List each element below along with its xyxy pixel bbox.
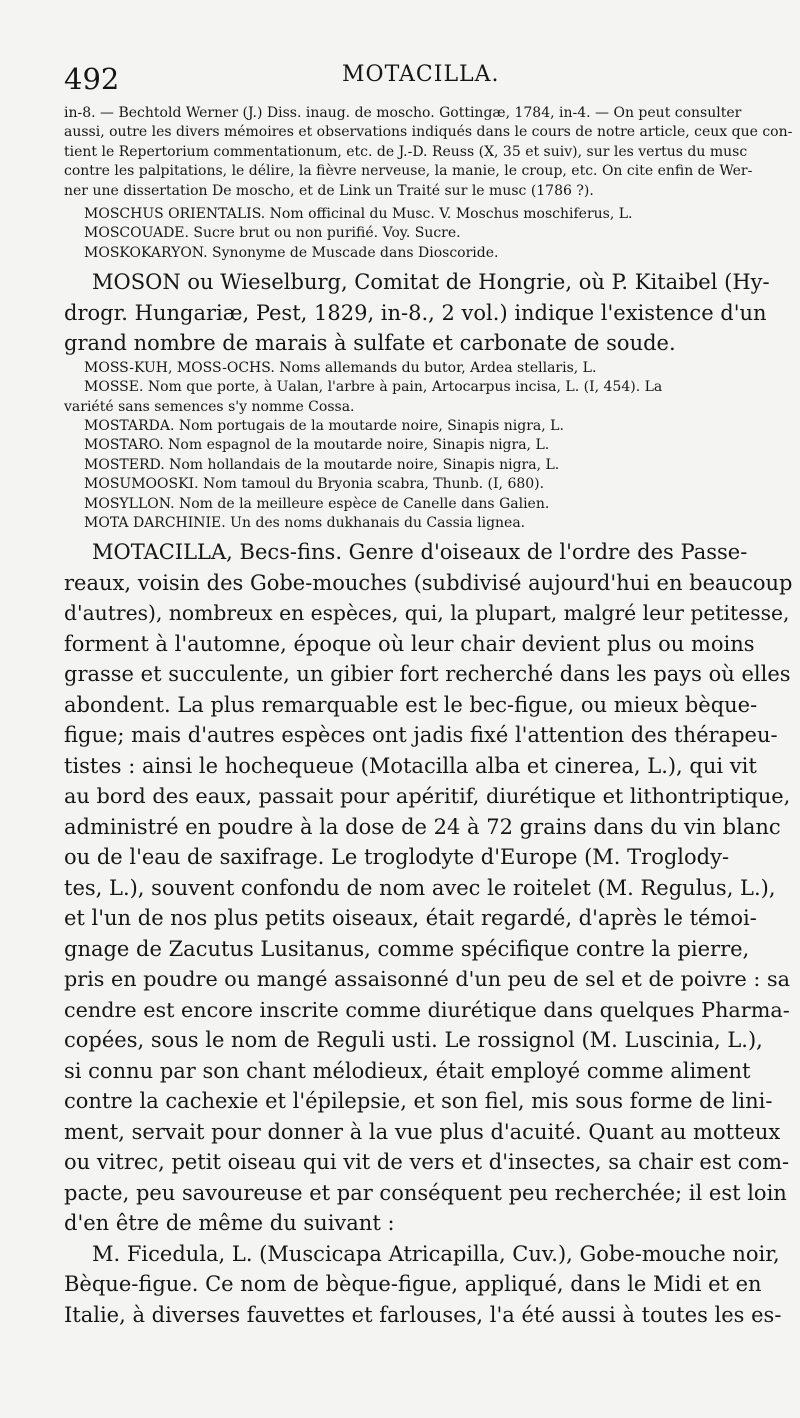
entry-moskokaryon: MOSKOKARYON. Synonyme de Muscade dans Dioscoride. <box>84 244 499 261</box>
motacilla-line: ment, servait pour donner à la vue plus d'acuité. Quant au motteux <box>64 1119 781 1144</box>
werner-line-3: tient le Repertorium commentationum, etc. de J.-D. Reuss (X, 35 et suiv), sur les vertus du musc <box>64 143 748 160</box>
werner-line-2: aussi, outre les divers mémoires et observations indiqués dans le cours de notre article, ceux que con- <box>64 124 793 141</box>
motacilla-line: tistes : ainsi le hochequeue (Motacilla alba et cinerea, L.), qui vit <box>64 753 757 778</box>
motacilla-line: au bord des eaux, passait pour apéritif, diurétique et lithontriptique, <box>64 784 791 809</box>
entries-a <box>64 205 794 263</box>
motacilla-line: figue; mais d'autres espèces ont jadis fixé l'attention des thérapeu- <box>64 723 778 748</box>
ficedula-line: Italie, à diverses fauvettes et farlouses, l'a été aussi à toutes les es- <box>64 1302 782 1327</box>
ficedula-line: Bèque-figue. Ce nom de bèque-figue, appliqué, dans le Midi et en <box>64 1272 762 1297</box>
ficedula-line: M. Ficedula, L. (Muscicapa Atricapilla, Cuv.), Gobe-mouche noir, <box>92 1241 780 1266</box>
ficedula-article <box>64 1239 794 1331</box>
running-head: MOTACILLA. <box>342 62 500 87</box>
motacilla-line: administré en poudre à la dose de 24 à 72 grains dans du vin blanc <box>64 814 781 839</box>
entry-mostarda: MOSTARDA. Nom portugais de la moutarde noire, Sinapis nigra, L. <box>84 417 564 434</box>
motacilla-line: reaux, voisin des Gobe-mouches (subdivisé aujourd'hui en beaucoup <box>64 570 793 595</box>
motacilla-line: et l'un de nos plus petits oiseaux, était regardé, d'après le témoi- <box>64 906 757 931</box>
werner-line-4: contre les palpitations, le délire, la fièvre nerveuse, la manie, le croup, etc. On cite enfin de Wer- <box>64 163 753 180</box>
motacilla-article <box>64 537 794 1239</box>
motacilla-line: tes, L.), souvent confondu de nom avec le roitelet (M. Regulus, L.), <box>64 875 776 900</box>
page-number: 492 <box>64 62 120 96</box>
motacilla-line: cendre est encore inscrite comme diurétique dans quelques Pharma- <box>64 997 790 1022</box>
entry-mosse: MOSSE. Nom que porte, à Ualan, l'arbre à pain, Artocarpus incisa, L. (I, 454). La <box>84 379 663 396</box>
entry-mosse-cont: variété sans semences s'y nomme Cossa. <box>64 398 355 415</box>
entry-mostaro: MOSTARO. Nom espagnol de la moutarde noire, Sinapis nigra, L. <box>84 437 550 454</box>
moson-line-1: MOSON ou Wieselburg, Comitat de Hongrie, où P. Kitaibel (Hy- <box>92 270 770 295</box>
motacilla-line: copées, sous le nom de Reguli usti. Le rossignol (M. Luscinia, L.), <box>64 1028 763 1053</box>
motacilla-line: gnage de Zacutus Lusitanus, comme spécifique contre la pierre, <box>64 936 750 961</box>
motacilla-line: forment à l'automne, époque où leur chair devient plus ou moins <box>64 631 755 656</box>
motacilla-line: d'autres), nombreux en espèces, qui, la plupart, malgré leur petitesse, <box>64 601 790 626</box>
motacilla-line: MOTACILLA, Becs-fins. Genre d'oiseaux de l'ordre des Passe- <box>92 540 748 565</box>
entry-mosyllon: MOSYLLON. Nom de la meilleure espèce de Canelle dans Galien. <box>84 495 550 512</box>
motacilla-line: d'en être de même du suivant : <box>64 1211 395 1236</box>
page-header <box>64 62 794 104</box>
werner-note <box>64 104 794 201</box>
motacilla-line: ou de l'eau de saxifrage. Le troglodyte d'Europe (M. Troglody- <box>64 845 730 870</box>
entry-mosumooski: MOSUMOOSKI. Nom tamoul du Bryonia scabra, Thunb. (I, 680). <box>84 476 545 493</box>
motacilla-line: ou vitrec, petit oiseau qui vit de vers et d'insectes, sa chair est com- <box>64 1150 790 1175</box>
moson-line-2: drogr. Hungariæ, Pest, 1829, in-8., 2 vol.) indique l'existence d'un <box>64 300 767 325</box>
motacilla-line: grasse et succulente, un gibier fort recherché dans les pays où elles <box>64 662 791 687</box>
moson-line-3: grand nombre de marais à sulfate et carbonate de soude. <box>64 331 676 356</box>
motacilla-line: abondent. La plus remarquable est le bec-figue, ou mieux bèque- <box>64 692 758 717</box>
entries-b <box>64 359 794 534</box>
moson-article <box>64 267 794 359</box>
werner-line-5: ner une dissertation De moscho, et de Link un Traité sur le musc (1786 ?). <box>64 182 594 199</box>
entry-moss-kuh: MOSS-KUH, MOSS-OCHS. Noms allemands du butor, Ardea stellaris, L. <box>84 359 597 376</box>
werner-line-1: in-8. — Bechtold Werner (J.) Diss. inaug. de moscho. Gottingæ, 1784, in-4. — On peut consulter <box>64 105 742 121</box>
motacilla-line: si connu par son chant mélodieux, était employé comme aliment <box>64 1058 751 1083</box>
motacilla-line: pacte, peu savoureuse et par conséquent peu recherchée; il est loin <box>64 1180 787 1205</box>
entry-moschus-orientalis: MOSCHUS ORIENTALIS. Nom officinal du Musc. V. Moschus moschiferus, L. <box>84 206 633 223</box>
entry-moscouade: MOSCOUADE. Sucre brut ou non purifié. Voy. Sucre. <box>84 225 461 242</box>
motacilla-line: contre la cachexie et l'épilepsie, et son fiel, mis sous forme de lini- <box>64 1089 773 1114</box>
entry-mosterd: MOSTERD. Nom hollandais de la moutarde noire, Sinapis nigra, L. <box>84 456 560 473</box>
motacilla-line: pris en poudre ou mangé assaisonné d'un peu de sel et de poivre : sa <box>64 967 790 992</box>
entry-mota-darchinie: MOTA DARCHINIE. Un des noms dukhanais du Cassia lignea. <box>84 515 526 531</box>
